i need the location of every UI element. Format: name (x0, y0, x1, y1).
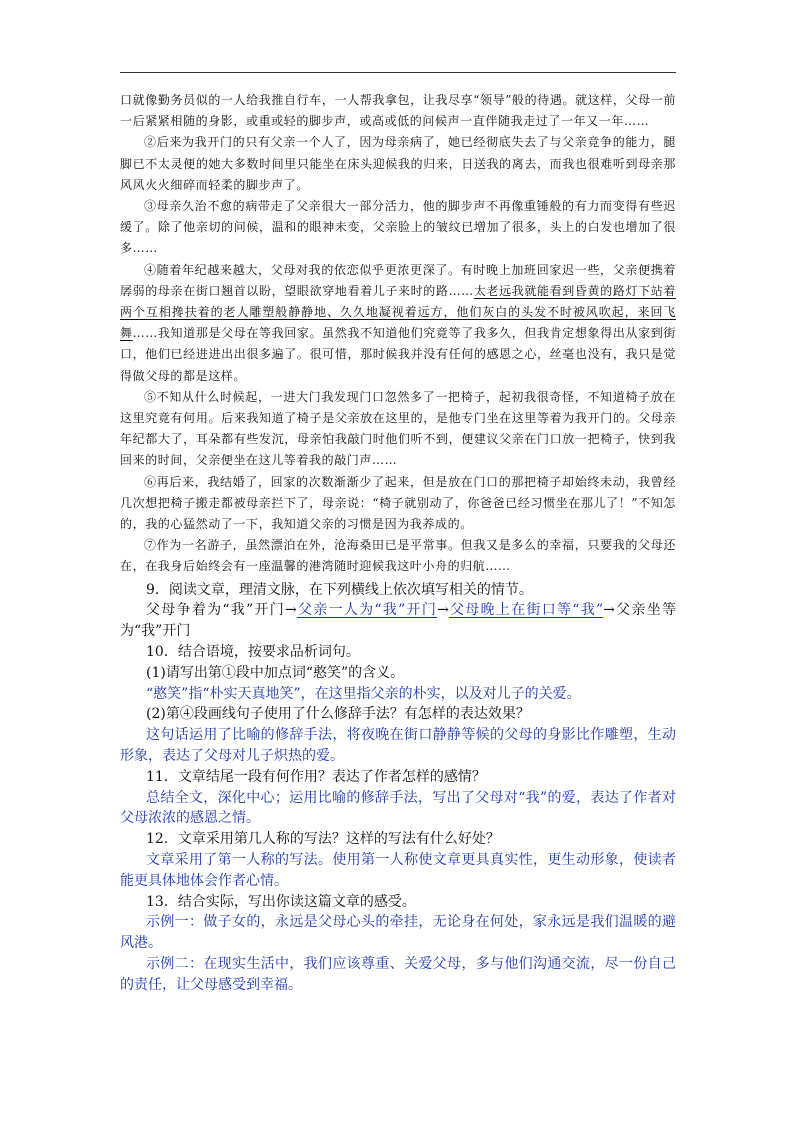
answer-10-1: “憨笑”指“朴实天真地笑”，在这里指父亲的朴实，以及对儿子的关爱。 (146, 685, 581, 702)
paragraph-5: ⑤不知从什么时候起，一进大门我发现门口忽然多了一把椅子，起初我很奇怪，不知道椅子放在这里究竟有何用。后来我知道了椅子是父亲放在这里的，是他专门坐在这里等着为我开门的。父母亲年纪都大了，耳朵都有些发沉，母亲怕我敲门时他们听不到，便建议父亲在门口放一把椅子，快到我回来的时间，父亲便坐在这儿等着我的敲门声…… (120, 389, 676, 468)
question-9: 9．阅读文章，理清文脉，在下列横线上依次填写相关的情节。 (146, 581, 533, 598)
reading-passage (120, 90, 676, 578)
plot-blank-2: 父母晚上在街口等“我” (448, 602, 604, 619)
header-rule (120, 72, 676, 73)
answer-12: 文章采用了第一人称的写法。使用第一人称使文章更具真实性，更生动形象，使读者能更具体地体会作者心情。 (120, 852, 676, 889)
question-10-1: (1)请写出第①段中加点词“憨笑”的含义。 (146, 664, 405, 681)
paragraph-4-end: ……我知道那是父母在等我回家。虽然我不知道他们究竟等了我多久，但我肯定想象得出从家到街口，他们已经进进出出很多遍了。很可惜，那时候我并没有任何的感恩之心，丝毫也没有，我只是觉得做父母的都是这样。 (120, 326, 676, 383)
paragraph-4 (120, 260, 676, 387)
arrow-icon: → (285, 602, 297, 619)
answer-13-example-2: 示例二：在现实生活中，我们应该尊重、关爱父母，多与他们沟通交流，尽一份自己的责任，让父母感受到幸福。 (120, 956, 676, 993)
paragraph-7: ⑦作为一名游子，虽然漂泊在外，沧海桑田已是平常事。但我又是多么的幸福，只要我的父母还在，在我身后始终会有一座温馨的港湾随时迎候我这叶小舟的归航…… (120, 538, 676, 574)
answer-13-example-1: 示例一：做子女的，永远是父母心头的牵挂，无论身在何处，家永远是我们温暖的避风港。 (120, 914, 676, 952)
arrow-icon: → (603, 602, 615, 619)
question-9-answer-line (120, 600, 676, 642)
plot-step-4: 父亲坐等为“我”开门 (120, 602, 676, 640)
document-body (120, 90, 676, 996)
question-11: 11．文章结尾一段有何作用？表达了作者怎样的感情？ (146, 768, 486, 785)
answer-10-2: 这句话运用了比喻的修辞手法，将夜晚在街口静静等候的父母的身影比作雕塑，生动形象，表达了父母对儿子炽热的爱。 (120, 727, 676, 765)
plot-blank-1: 父亲一人为“我”开门 (296, 602, 438, 619)
question-10-2: (2)第④段画线句子使用了什么修辞手法？有怎样的表达效果？ (146, 706, 530, 723)
question-10: 10．结合语境，按要求品析词句。 (146, 644, 360, 661)
answer-11: 总结全文，深化中心；运用比喻的修辞手法，写出了父母对“我”的爱，表达了作者对父母浓浓的感恩之情。 (120, 789, 676, 827)
question-13: 13．结合实际，写出你读这篇文章的感受。 (146, 893, 416, 910)
paragraph-6: ⑥再后来，我结婚了，回家的次数渐渐少了起来，但是放在门口的那把椅子却始终未动，我曾经几次想把椅子搬走都被母亲拦下了，母亲说：“椅子就别动了，你爸爸已经习惯坐在那儿了！”不知怎的，我的心猛然动了一下，我知道父亲的习惯是因为我养成的。 (120, 474, 676, 532)
question-12: 12．文章采用第几人称的写法？这样的写法有什么好处？ (146, 831, 500, 848)
plot-step-1: 父母争着为“我”开门 (146, 602, 286, 619)
arrow-icon: → (437, 602, 449, 619)
paragraph-1-continued: 口就像勤务员似的一人给我推自行车，一人帮我拿包，让我尽享“领导”般的待遇。就这样，父母一前一后紧紧相随的身影，或重或轻的脚步声，或高或低的问候声一直伴随我走过了一年又一年…… (120, 93, 676, 129)
underlined-sentence: 太老远我就能看到昏黄的路灯下站着两个互相搀扶着的老人雕塑般静静地、久久地凝视着远方，他们灰白的头发不时被风吹起，来回飞舞 (120, 283, 676, 341)
paragraph-2: ②后来为我开门的只有父亲一个人了，因为母亲病了，她已经彻底失去了与父亲竞争的能力，腿脚已不太灵便的她大多数时间里只能坐在床头迎候我的归来，日送我的离去，而我也很难听到母亲那风风火火细碎而轻柔的脚步声了。 (120, 135, 676, 192)
paragraph-4-start: ④随着年纪越来越大，父母对我的依恋似乎更浓更深了。有时晚上加班回家迟一些，父亲便携着孱弱的母亲在街口翘首以盼，望眼欲穿地看着儿子来时的路…… (120, 262, 676, 298)
questions-section (120, 580, 676, 996)
paragraph-3: ③母亲久治不愈的病带走了父亲很大一部分活力，他的脚步声不再像重锤般的有力而变得有些迟缓了。除了他亲切的问候，温和的眼神未变，父亲脸上的皱纹已增加了很多，头上的白发也增加了很多…… (120, 199, 676, 256)
